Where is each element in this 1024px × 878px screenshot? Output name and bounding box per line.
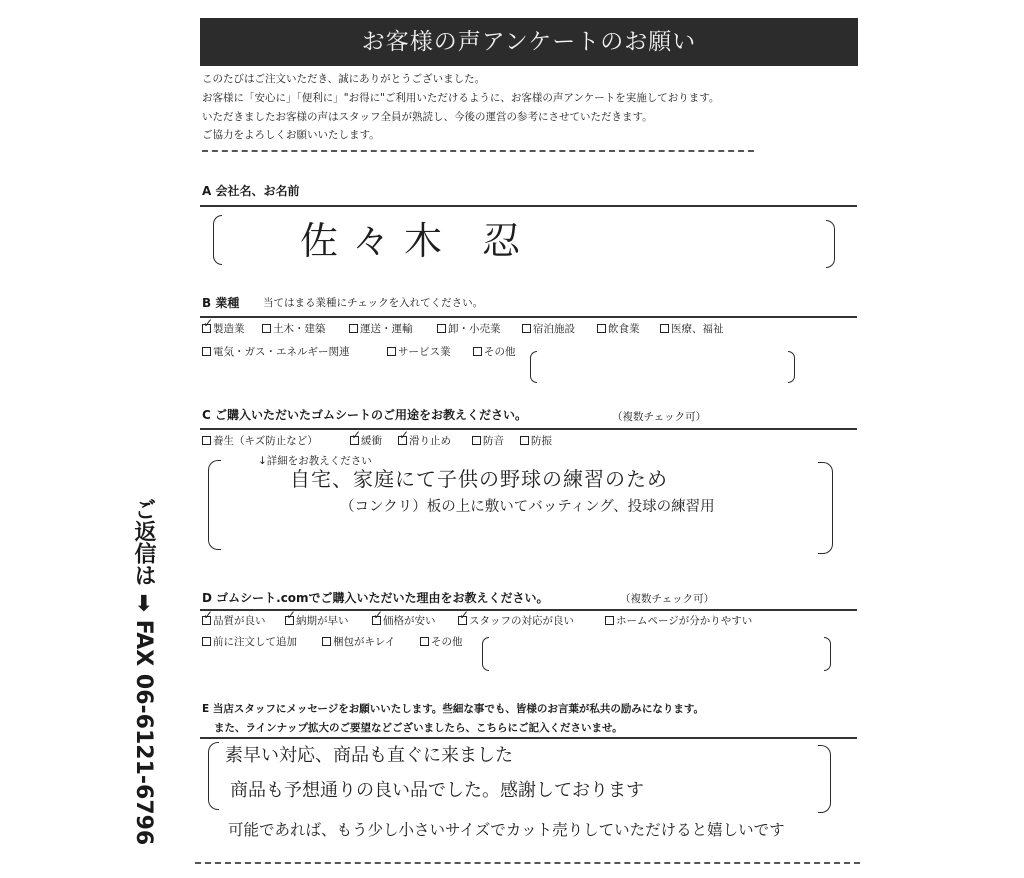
- section-b-note: 当てはまる業種にチェックを入れてください。: [263, 297, 484, 309]
- section-d-label: D ゴムシート.comでご購入いただいた理由をお教えください。: [202, 591, 549, 605]
- checkbox-icon[interactable]: [597, 324, 606, 333]
- reason-other-bracket-left: [482, 637, 489, 671]
- message-bracket-right: [818, 745, 831, 813]
- name-answer: 佐々木 忍: [300, 219, 535, 263]
- checkbox-icon[interactable]: [285, 616, 294, 625]
- message-answer-line-1: 素早い対応、商品も直ぐに来ました: [225, 745, 513, 766]
- section-b-rule: [200, 316, 857, 318]
- checkbox-icon[interactable]: [473, 347, 482, 356]
- usage-option[interactable]: 防音: [472, 433, 504, 448]
- checkbox-icon[interactable]: [349, 324, 358, 333]
- message-answer-line-2: 商品も予想通りの良い品でした。感謝しております: [230, 780, 644, 801]
- section-a-label: A 会社名、お名前: [202, 184, 300, 198]
- checkbox-icon[interactable]: [262, 324, 271, 333]
- checkbox-icon[interactable]: [387, 347, 396, 356]
- checkbox-icon[interactable]: [372, 616, 381, 625]
- industry-option[interactable]: 宿泊施設: [522, 321, 575, 336]
- section-e-label: E 当店スタッフにメッセージをお願いいたします。些細な事でも、皆様のお言葉が私共の励みになります。: [202, 703, 705, 715]
- checkbox-icon[interactable]: [605, 616, 614, 625]
- industry-option[interactable]: 飲食業: [597, 321, 640, 336]
- checkbox-icon[interactable]: [472, 436, 481, 445]
- name-bracket-left: [213, 215, 222, 265]
- checkbox-icon[interactable]: [522, 324, 531, 333]
- usage-bracket-left: [208, 460, 221, 550]
- industry-option[interactable]: 卸・小売業: [437, 321, 501, 336]
- reason-option[interactable]: ホームページが分かりやすい: [605, 613, 752, 628]
- checkbox-icon[interactable]: [398, 436, 407, 445]
- industry-option[interactable]: 運送・運輸: [349, 321, 413, 336]
- usage-answer-line-1: 自宅、家庭にて子供の野球の練習のため: [290, 467, 668, 491]
- usage-bracket-right: [818, 462, 833, 554]
- intro-line-2: お客様に「安心に」「便利に」"お得に"ご利用いただけるように、お客様の声アンケートを実施しております。: [202, 92, 720, 104]
- message-answer-line-3: 可能であれば、もう少し小さいサイズでカット売りしていただけると嬉しいです: [228, 821, 785, 839]
- reason-option[interactable]: 梱包がキレイ: [322, 634, 395, 649]
- reason-option[interactable]: ✓ 納期が早い: [285, 613, 349, 628]
- divider-top: [202, 150, 754, 152]
- message-bracket-left: [208, 742, 219, 810]
- checkbox-icon[interactable]: [322, 637, 331, 646]
- checkbox-icon[interactable]: [458, 616, 467, 625]
- industry-option[interactable]: ✓製造業: [202, 321, 245, 336]
- reason-option[interactable]: ✓品質が良い: [202, 613, 266, 628]
- reason-option[interactable]: 前に注文して追加: [202, 634, 297, 649]
- section-c-rule: [200, 428, 857, 430]
- section-a-rule: [200, 205, 857, 207]
- reason-other-bracket-right: [824, 637, 831, 671]
- reason-option[interactable]: ✓ スタッフの対応が良い: [458, 613, 574, 628]
- industry-option[interactable]: サービス業: [387, 344, 451, 359]
- intro-line-1: このたびはご注文いただき、誠にありがとうございました。: [202, 73, 486, 85]
- detail-prompt: ↓詳細をお教えください: [258, 455, 372, 467]
- form-title: お客様の声アンケートのお願い: [200, 18, 858, 66]
- section-d-rule: [200, 609, 857, 611]
- checkbox-icon[interactable]: [202, 616, 211, 625]
- usage-option[interactable]: ✓ 滑り止め: [398, 433, 451, 448]
- checkbox-icon[interactable]: [660, 324, 669, 333]
- other-bracket-left: [530, 351, 537, 383]
- section-c-label: C ご購入いただいたゴムシートのご用途をお教えください。: [202, 408, 527, 422]
- name-bracket-right: [826, 220, 835, 268]
- industry-option[interactable]: その他: [473, 344, 516, 359]
- industry-option[interactable]: 医療、福祉: [660, 321, 724, 336]
- fax-number-label: ご返信は ➡ FAX 06-6121-6796: [131, 498, 156, 846]
- section-e-rule: [200, 737, 857, 739]
- industry-option[interactable]: 電気・ガス・エネルギー関連: [202, 344, 350, 359]
- checkbox-icon[interactable]: [202, 324, 211, 333]
- checkbox-icon[interactable]: [202, 436, 211, 445]
- usage-option[interactable]: 防振: [520, 433, 552, 448]
- usage-option[interactable]: ✓ 緩衝: [350, 433, 382, 448]
- checkbox-icon[interactable]: [520, 436, 529, 445]
- reason-option[interactable]: その他: [420, 634, 463, 649]
- section-e-label-2: また、ラインナップ拡大のご要望などございましたら、こちらにご記入くださいませ。: [214, 722, 623, 734]
- intro-line-4: ご協力をよろしくお願いいたします。: [202, 129, 380, 141]
- section-c-note: （複数チェック可）: [612, 411, 707, 423]
- intro-line-3: いただきましたお客様の声はスタッフ全員が熟読し、今後の運営の参考にさせていただきます。: [202, 111, 653, 123]
- checkbox-icon[interactable]: [420, 637, 429, 646]
- checkbox-icon[interactable]: [202, 347, 211, 356]
- usage-answer-line-2: （コンクリ）板の上に敷いてバッティング、投球の練習用: [340, 499, 715, 515]
- divider-bottom: [195, 862, 860, 864]
- section-b-label: B 業種: [202, 296, 240, 310]
- section-d-note: （複数チェック可）: [620, 593, 715, 605]
- other-bracket-right: [788, 351, 795, 383]
- usage-option[interactable]: 養生（キズ防止など）: [202, 433, 318, 448]
- checkbox-icon[interactable]: [350, 436, 359, 445]
- reason-option[interactable]: ✓ 価格が安い: [372, 613, 436, 628]
- checkbox-icon[interactable]: [437, 324, 446, 333]
- checkbox-icon[interactable]: [202, 637, 211, 646]
- industry-option[interactable]: 土木・建築: [262, 321, 326, 336]
